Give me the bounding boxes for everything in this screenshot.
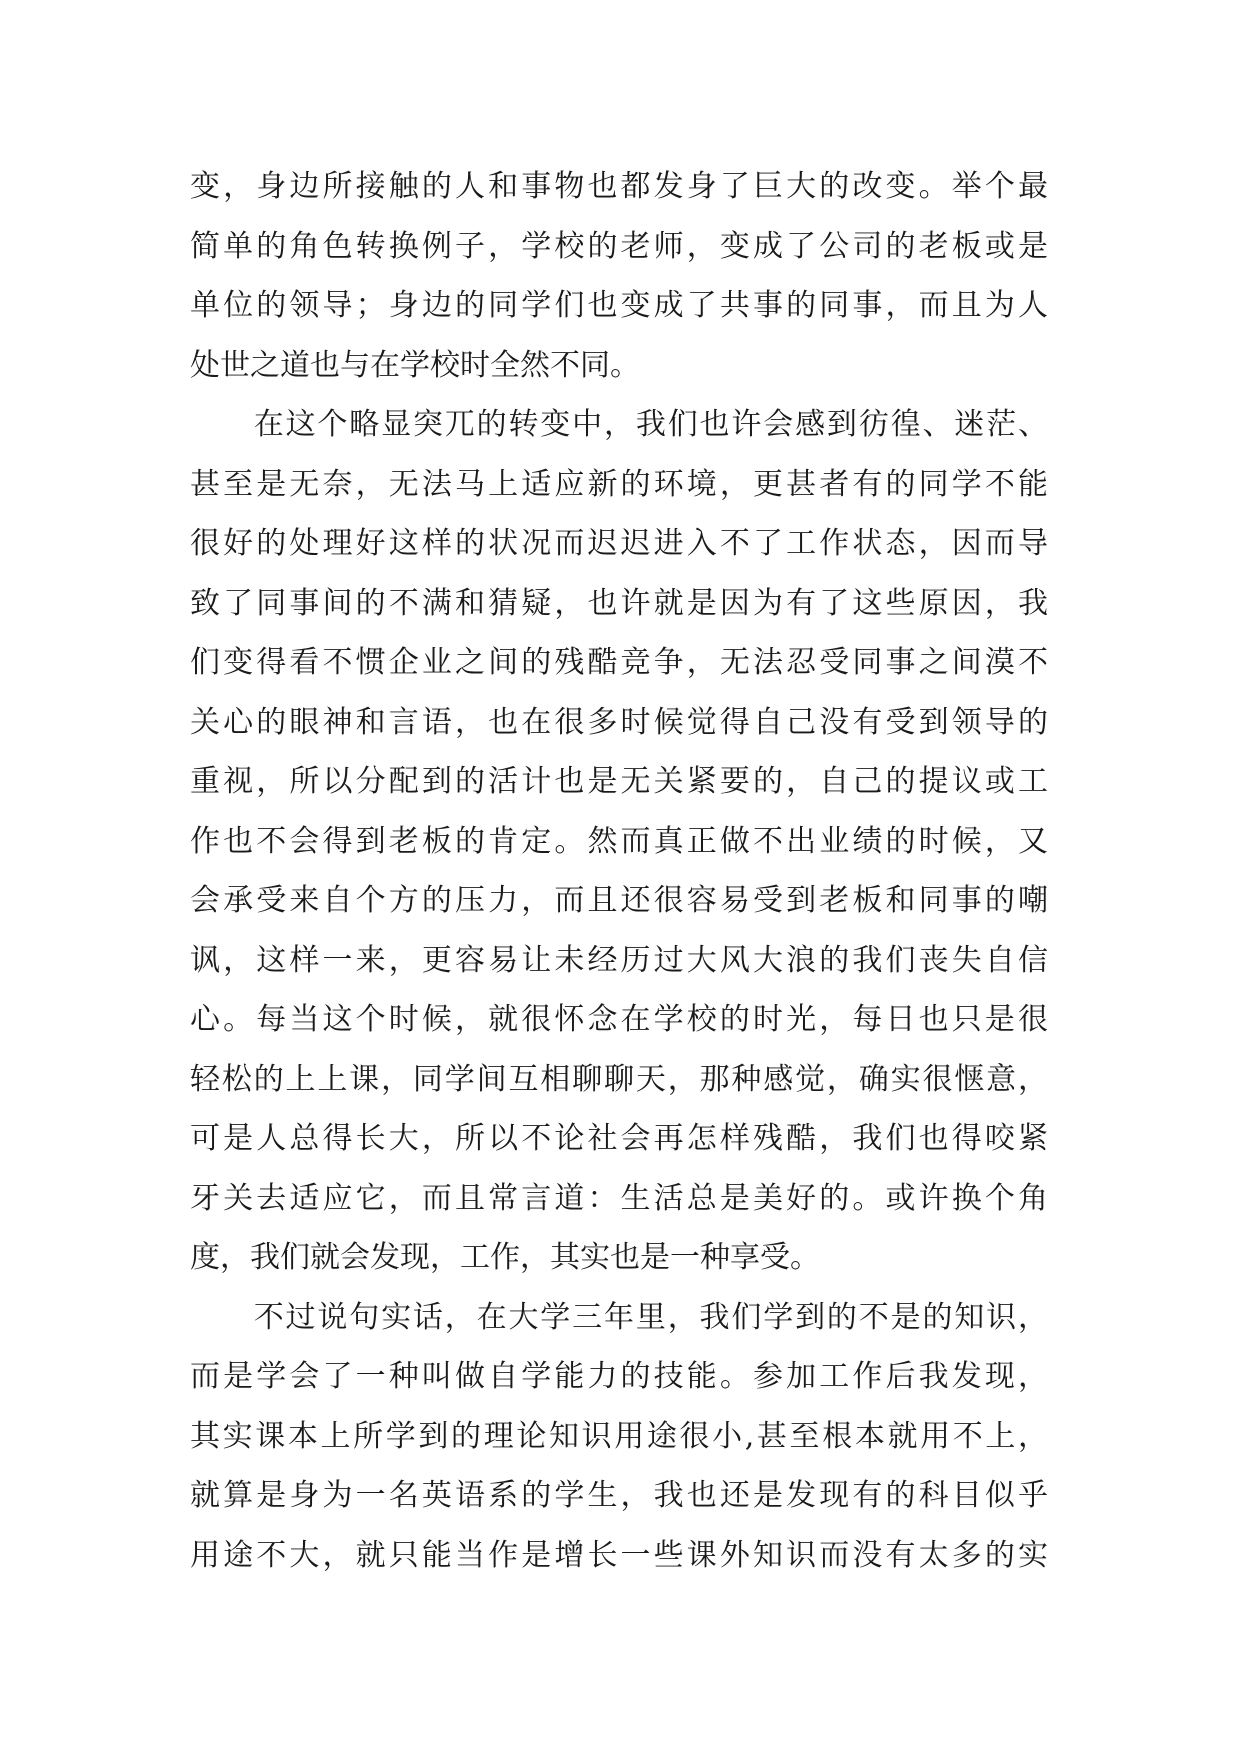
text-line: 轻松的上上课，同学间互相聊聊天，那种感觉，确实很惬意， [190,1061,1048,1097]
text-line: 度，我们就会发现，工作，其实也是一种享受。 [190,1240,820,1275]
text-line: 而是学会了一种叫做自学能力的技能。参加工作后我发现， [190,1359,1048,1394]
text-line: 甚至是无奈，无法马上适应新的环境，更甚者有的同学不能 [190,466,1048,502]
document-body [190,157,1048,1585]
text-line: 会承受来自个方的压力，而且还很容易受到老板和同事的嘲 [190,883,1048,918]
paragraph [190,395,1048,1288]
text-line: 致了同事间的不满和猜疑，也许就是因为有了这些原因，我 [190,585,1048,621]
paragraph [190,157,1048,395]
text-line: 处世之道也与在学校时全然不同。 [190,347,640,383]
paragraph [190,1288,1048,1586]
text-line: 关心的眼神和言语，也在很多时候觉得自己没有受到领导的 [190,704,1048,740]
text-line: 单位的领导；身边的同学们也变成了共事的同事，而且为人 [190,288,1048,323]
text-line: 心。每当这个时候，就很怀念在学校的时光，每日也只是很 [190,1002,1048,1037]
text-line: 简单的角色转换例子，学校的老师，变成了公司的老板或是 [190,228,1048,264]
text-line: 用途不大，就只能当作是增长一些课外知识而没有太多的实 [190,1537,1048,1573]
text-line: 其实课本上所学到的理论知识用途很小,甚至根本就用不上， [190,1418,1048,1454]
text-line: 们变得看不惯企业之间的残酷竞争，无法忍受同事之间漠不 [190,645,1048,680]
text-line: 可是人总得长大，所以不论社会再怎样残酷，我们也得咬紧 [190,1121,1048,1156]
text-line: 不过说句实话，在大学三年里，我们学到的不是的知识， [190,1299,1048,1335]
text-line: 牙关去适应它，而且常言道：生活总是美好的。或许换个角 [190,1180,1048,1216]
text-line: 讽，这样一来，更容易让未经历过大风大浪的我们丧失自信 [190,942,1048,978]
text-line: 在这个略显突兀的转变中，我们也许会感到彷徨、迷茫、 [190,407,1048,442]
text-line: 重视，所以分配到的活计也是无关紧要的，自己的提议或工 [190,764,1048,799]
text-line: 就算是身为一名英语系的学生，我也还是发现有的科目似乎 [190,1478,1048,1513]
text-line: 作也不会得到老板的肯定。然而真正做不出业绩的时候，又 [190,823,1048,859]
text-line: 变，身边所接触的人和事物也都发身了巨大的改变。举个最 [190,169,1048,204]
text-line: 很好的处理好这样的状况而迟迟进入不了工作状态，因而导 [190,526,1048,561]
